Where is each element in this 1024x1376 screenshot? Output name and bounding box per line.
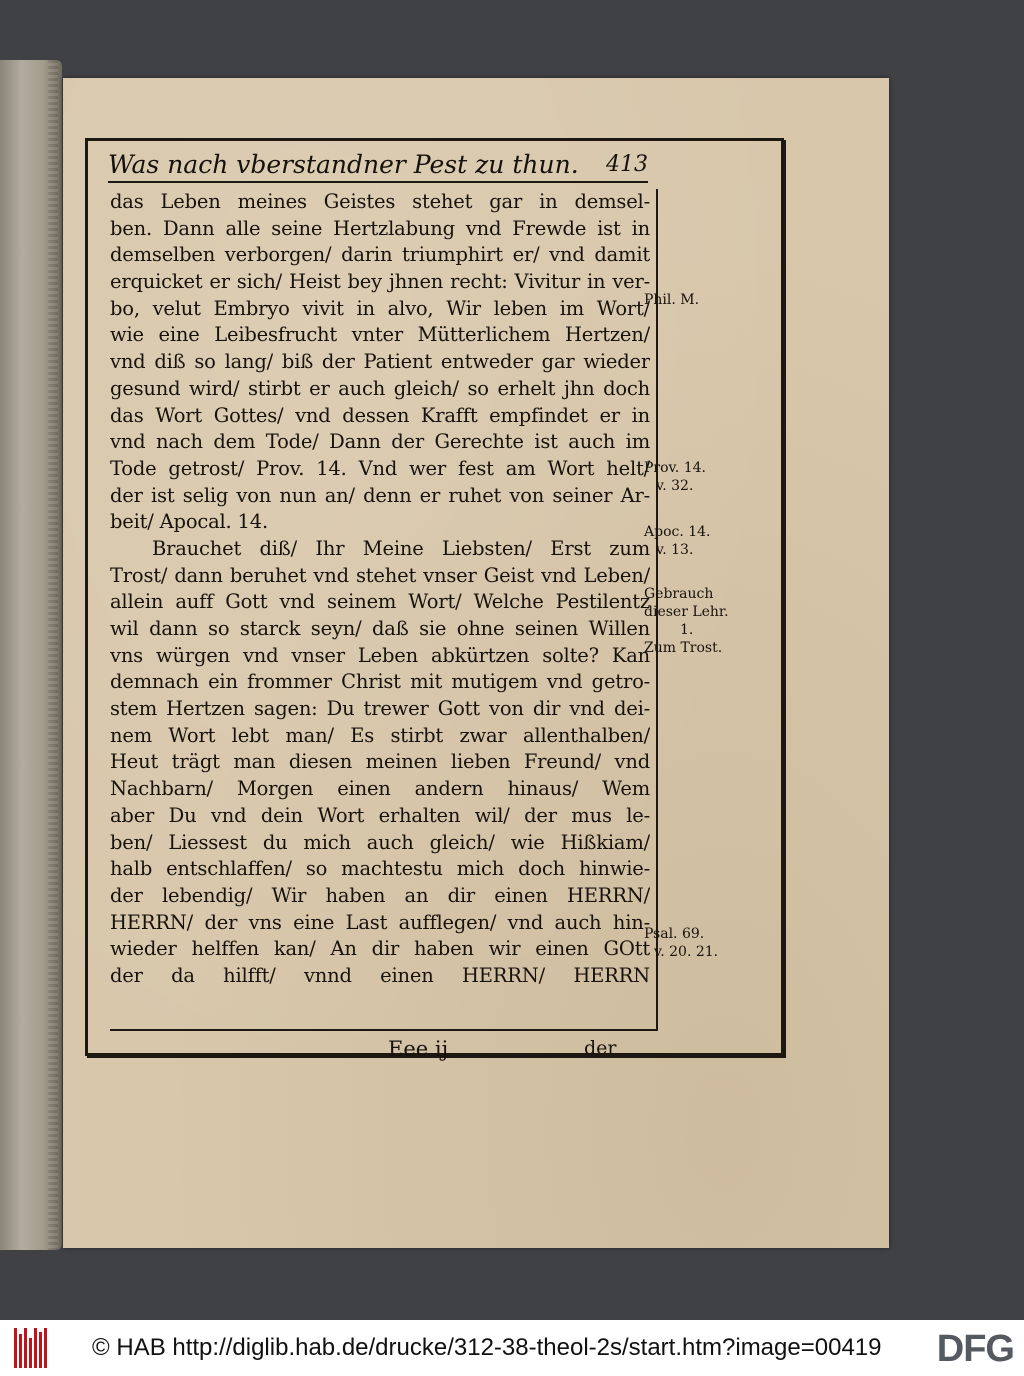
text-line: beit/ Apocal. 14. — [110, 510, 268, 534]
marginal-text: v. 20. 21. — [654, 944, 719, 960]
text-line: vns würgen vnd vnser Leben abkürtzen solte? Kan — [110, 643, 650, 667]
marginal-text: Phil. M. — [644, 292, 700, 308]
text-line: halb entschlaffen/ so machtestu mich doch hinwie- — [110, 857, 650, 881]
text-line: gesund wird/ stirbt er auch gleich/ so erhelt jhn doch — [110, 376, 650, 400]
text-line: ben. Dann alle seine Hertzlabung vnd Frewde ist in — [110, 216, 650, 240]
marginal-text: v. 32. — [656, 478, 694, 494]
marginal-text: Zum Trost. — [644, 640, 723, 656]
text-line: ben/ Liessest du mich auch gleich/ wie Hißkiam/ — [110, 830, 650, 854]
text-line: HERRN/ der vns eine Last aufflegen/ vnd auch hin- — [110, 910, 650, 934]
text-line: der ist selig von nun an/ denn er ruhet von seiner Ar- — [110, 483, 650, 507]
text-line: das Wort Gottes/ vnd dessen Krafft empfindet er in — [110, 403, 650, 427]
text-line: Trost/ dann beruhet vnd stehet vnser Geist vnd Leben/ — [110, 563, 650, 587]
marginal-note-prov — [644, 459, 744, 495]
text-line: bo, velut Embryo vivit in alvo, Wir leben im Wort/ — [110, 296, 650, 320]
text-line: Tode getrost/ Prov. 14. Vnd wer fest am Wort helt/ — [110, 456, 650, 480]
footer-rule — [110, 1029, 658, 1031]
main-text-column — [110, 189, 658, 1029]
text-line: vnd diß so lang/ biß der Patient entweder gar wieder — [110, 350, 650, 374]
marginal-text: Prov. 14. — [644, 460, 706, 476]
text-line: Brauchet diß/ Ihr Meine Liebsten/ Erst zum — [152, 536, 650, 560]
text-line: der da hilfft/ vnnd einen HERRN/ HERRN — [110, 963, 650, 987]
text-line: erquicket er sich/ Heist bey jhnen recht: Vivitur in ver- — [110, 270, 650, 294]
text-line: wie eine Leibesfrucht vnter Mütterlichem Hertzen/ — [110, 323, 650, 347]
marginal-text: Apoc. 14. — [644, 524, 711, 540]
text-line: demnach ein frommer Christ mit mutigem vnd getro- — [110, 670, 650, 694]
text-line: aber Du vnd dein Wort erhalten wil/ der mus le- — [110, 803, 650, 827]
text-line: Heut trägt man diesen meinen lieben Freund/ vnd — [110, 750, 650, 774]
marginal-text: Psal. 69. — [644, 926, 705, 942]
marginalia-column — [644, 189, 744, 1029]
text-line: wil dann so starck seyn/ daß sie ohne seinen Willen — [110, 617, 650, 640]
marginal-text: v. 13. — [656, 542, 694, 558]
marginal-text: dieser Lehr. — [644, 604, 729, 620]
text-frame — [85, 138, 784, 1061]
running-head-title: Was nach vberstandner Pest zu thun. — [108, 149, 579, 179]
text-line: wieder helffen kan/ An dir haben wir einen GOtt — [110, 937, 650, 961]
previous-page-edge — [0, 60, 62, 1250]
text-line: das Leben meines Geistes stehet gar in demsel- — [110, 190, 650, 213]
text-line: Nachbarn/ Morgen einen andern hinaus/ Wem — [110, 777, 650, 801]
scanned-page — [63, 78, 889, 1248]
marginal-text: 1. — [680, 622, 694, 638]
text-line: der lebendig/ Wir haben an dir einen HERRN/ — [110, 883, 650, 907]
marginal-note-phil — [644, 291, 744, 309]
footer-bar — [0, 1320, 1024, 1376]
page-number: 413 — [606, 151, 648, 177]
marginal-text: Gebrauch — [644, 586, 714, 602]
text-line: nem Wort lebt man/ Es stirbt zwar allenthalben/ — [110, 723, 650, 747]
text-line: stem Hertzen sagen: Du trewer Gott von dir vnd dei- — [110, 697, 650, 721]
marginal-note-apoc — [644, 523, 744, 559]
text-line: demselben verborgen/ darin triumphirt er/ vnd damit — [110, 243, 650, 267]
running-head — [108, 147, 648, 183]
marginal-note-gebrauch — [644, 585, 744, 657]
text-line: vnd nach dem Tode/ Dann der Gerechte ist auch im — [110, 430, 650, 454]
text-line: allein auff Gott vnd seinem Wort/ Welche Pestilentz — [110, 590, 650, 614]
signature-mark: Eee ij — [388, 1037, 449, 1061]
footer-url[interactable]: © HAB http://diglib.hab.de/drucke/312-38-theol-2s/start.htm?image=00419 — [92, 1334, 882, 1361]
catchword: der — [584, 1037, 617, 1059]
dfg-logo: DFG — [936, 1328, 1014, 1370]
marginal-note-psal — [644, 925, 744, 961]
hab-logo-icon — [14, 1328, 50, 1368]
